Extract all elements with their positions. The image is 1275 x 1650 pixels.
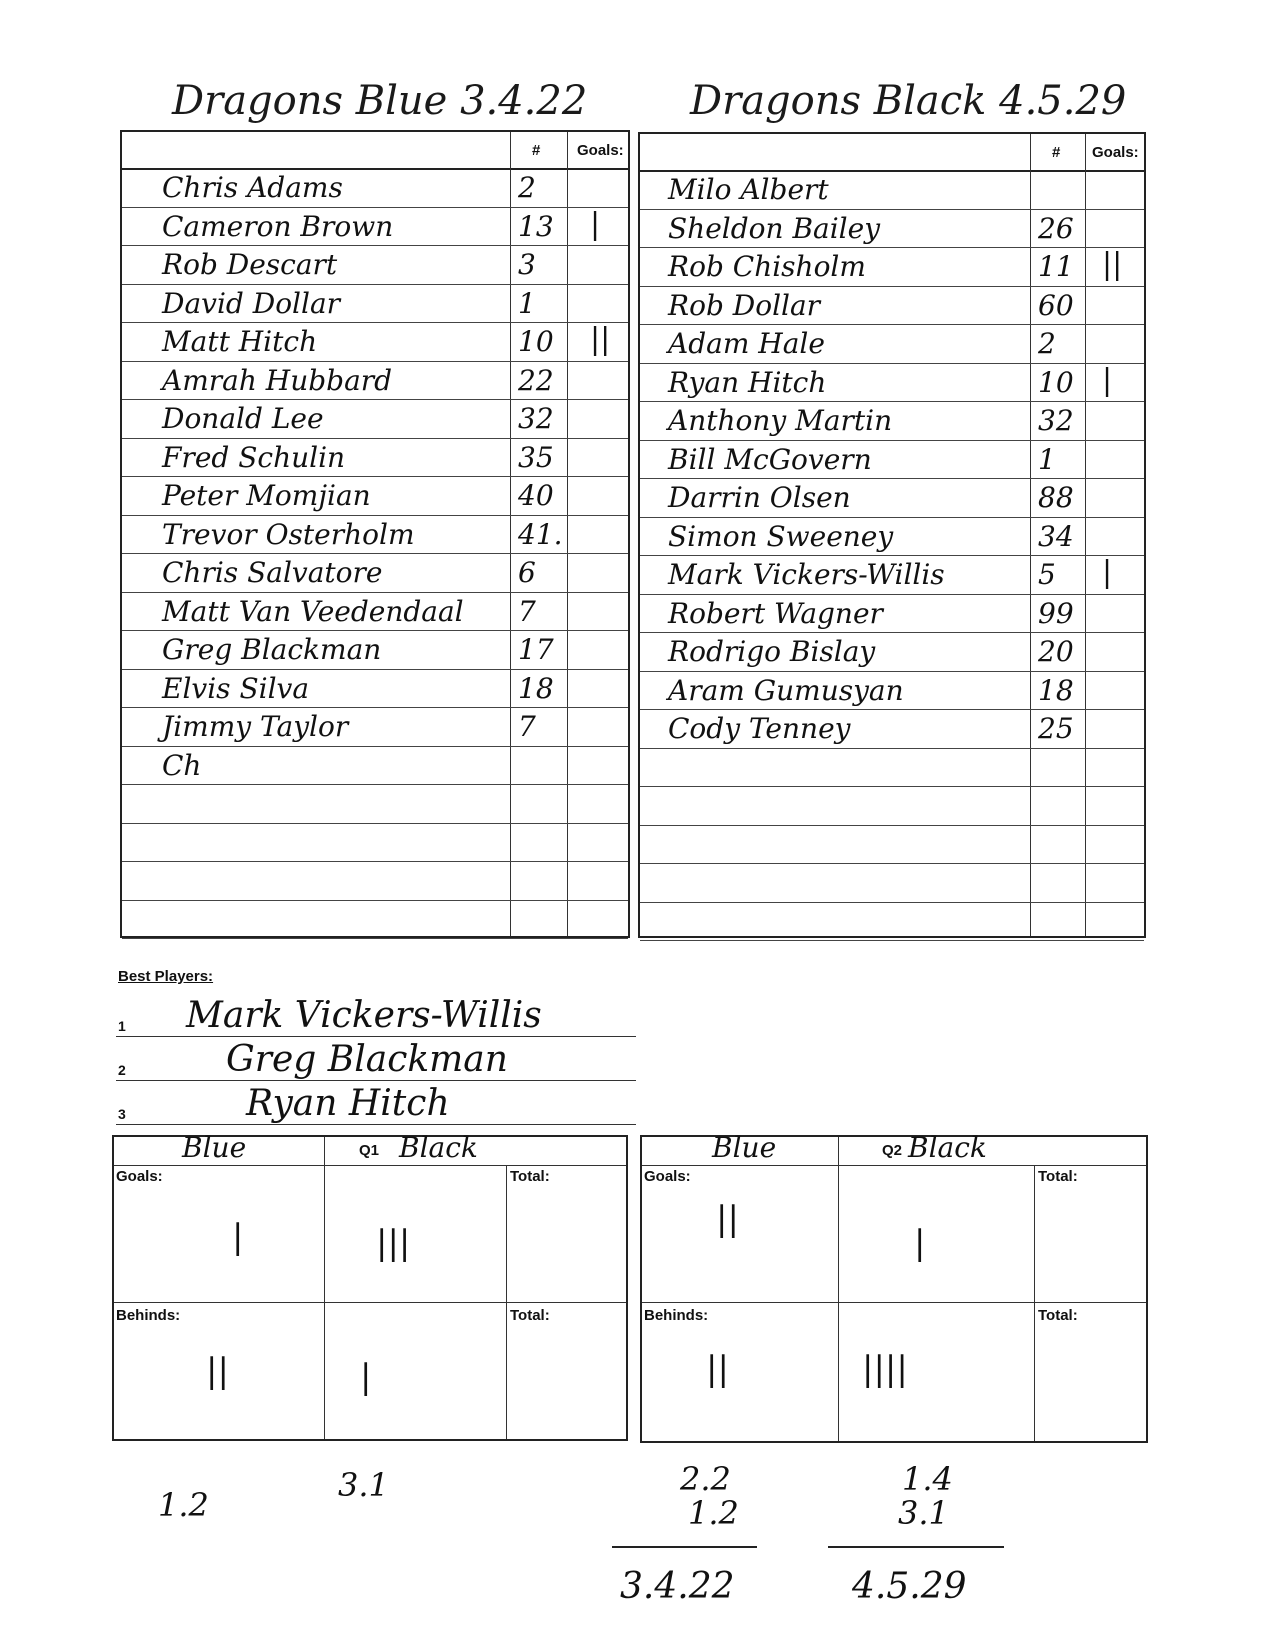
q1-label: Q1 [359, 1142, 380, 1159]
player-row [122, 515, 628, 555]
q2-black-behinds-tally: |||| [862, 1349, 908, 1389]
player-name: Trevor Osterholm [162, 517, 415, 551]
player-name: Milo Albert [668, 173, 829, 206]
player-row [122, 361, 628, 401]
blue-roster-table [120, 130, 630, 938]
player-row [640, 902, 1144, 942]
player-number: 41. [518, 517, 563, 551]
player-number: 22 [518, 363, 554, 397]
player-row [122, 553, 628, 593]
q2-goals-total-label: Total: [1038, 1168, 1078, 1185]
player-row [122, 438, 628, 478]
player-number: 5 [1038, 558, 1056, 591]
player-row [640, 786, 1144, 826]
player-name: Robert Wagner [668, 596, 883, 630]
player-name: Cody Tenney [668, 712, 851, 745]
q2-black-goals-tally: | [914, 1223, 926, 1263]
player-row [640, 286, 1144, 326]
player-name: David Dollar [162, 286, 341, 320]
q2-team-b: Black [908, 1131, 987, 1164]
player-row [122, 707, 628, 747]
player-number: 88 [1038, 481, 1074, 514]
player-name: Rob Dollar [668, 288, 821, 322]
q1-goals-label: Goals: [116, 1168, 163, 1185]
player-name: Mark Vickers-Willis [668, 558, 945, 591]
player-name: Sheldon Bailey [668, 211, 881, 245]
player-goals-tally: || [590, 322, 611, 357]
q1-score-box [112, 1131, 628, 1441]
player-number: 18 [518, 671, 554, 705]
q2-blue-goals-tally: || [716, 1199, 739, 1239]
player-row [122, 592, 628, 632]
q2-row-divider [642, 1302, 1146, 1303]
num-header: # [532, 142, 541, 159]
best-player-rank: 2 [118, 1062, 126, 1078]
q2-black-score: 1.4 [902, 1460, 953, 1498]
q2-black-sum-line [828, 1546, 1004, 1548]
player-row [122, 900, 628, 940]
q2-behinds-label: Behinds: [644, 1307, 709, 1324]
q1-goals-total-label: Total: [510, 1168, 550, 1185]
player-number: 10 [518, 325, 554, 358]
player-row [122, 399, 628, 439]
q2-blue-behinds-tally: || [706, 1349, 729, 1389]
player-number: 60 [1038, 288, 1074, 322]
player-number: 18 [1038, 673, 1074, 707]
player-number: 7 [518, 594, 536, 628]
player-row [640, 170, 1144, 210]
player-name: Jimmy Taylor [162, 710, 349, 743]
player-goals-tally: || [1102, 247, 1123, 282]
player-number: 3 [518, 248, 536, 281]
player-row [122, 861, 628, 901]
player-number: 26 [1038, 211, 1074, 245]
player-row [640, 671, 1144, 711]
q1-blue-goals-tally: | [232, 1217, 244, 1257]
q1-black-behinds-tally: | [360, 1357, 372, 1397]
best-player-name: Ryan Hitch [246, 1083, 450, 1124]
player-row [122, 784, 628, 824]
player-name: Adam Hale [668, 327, 825, 360]
q1-blue-score: 1.2 [158, 1486, 209, 1524]
player-row [640, 209, 1144, 249]
player-name: Rob Descart [162, 248, 338, 281]
player-number: 17 [518, 633, 554, 666]
best-player-name: Greg Blackman [226, 1039, 508, 1080]
player-row [640, 478, 1144, 518]
player-row [640, 555, 1144, 595]
player-row [640, 247, 1144, 287]
best-player-name: Mark Vickers-Willis [186, 995, 542, 1036]
player-row [640, 440, 1144, 480]
q2-goals-label: Goals: [644, 1168, 691, 1185]
roster-header [640, 134, 1144, 172]
best-player-rank: 3 [118, 1106, 126, 1122]
goals-header: Goals: [1092, 144, 1139, 161]
player-row [122, 746, 628, 786]
player-number: 32 [1038, 404, 1074, 437]
q1-team-a: Blue [182, 1131, 247, 1164]
player-name: Matt Hitch [162, 325, 318, 358]
black-roster-table [638, 132, 1146, 938]
player-row [640, 324, 1144, 364]
player-name: Simon Sweeney [668, 519, 894, 553]
player-name: Bill McGovern [668, 442, 872, 476]
player-number: 99 [1038, 596, 1074, 630]
q2-behinds-total-label: Total: [1038, 1307, 1078, 1324]
player-number: 11 [1038, 250, 1074, 283]
player-name: Aram Gumusyan [668, 673, 904, 707]
player-row [122, 245, 628, 285]
black-team-title: Dragons Black 4.5.29 [690, 78, 1127, 124]
player-number: 34 [1038, 519, 1074, 553]
player-name: Rodrigo Bislay [668, 635, 876, 668]
q1-total-divider [506, 1165, 507, 1439]
player-name: Donald Lee [162, 402, 324, 435]
player-row [640, 825, 1144, 865]
player-goals-tally: | [1102, 555, 1113, 590]
player-row [640, 401, 1144, 441]
player-row [122, 669, 628, 709]
player-row [640, 363, 1144, 403]
player-row [640, 709, 1144, 749]
q2-total-divider [1034, 1165, 1035, 1441]
player-number: 10 [1038, 365, 1074, 399]
player-name: Fred Schulin [162, 440, 346, 474]
q2-score-box [640, 1131, 1148, 1443]
q1-behinds-total-label: Total: [510, 1307, 550, 1324]
player-row [122, 630, 628, 670]
player-number: 1 [1038, 442, 1056, 476]
player-goals-tally: | [1102, 362, 1113, 398]
q2-label: Q2 [882, 1142, 903, 1159]
player-number: 35 [518, 440, 554, 474]
player-number: 20 [1038, 635, 1074, 668]
q1-behinds-label: Behinds: [116, 1307, 181, 1324]
roster-header [122, 132, 628, 170]
player-name: Ch [162, 748, 202, 782]
player-name: Elvis Silva [162, 671, 310, 705]
player-name: Rob Chisholm [668, 250, 866, 283]
player-number: 2 [518, 171, 536, 204]
q1-black-score: 3.1 [338, 1466, 389, 1504]
q1-black-goals-tally: ||| [376, 1223, 411, 1263]
player-name: Matt Van Veedendaal [162, 594, 464, 628]
player-goals-tally: | [590, 206, 601, 242]
player-name: Peter Momjian [162, 479, 371, 512]
player-name: Chris Adams [162, 171, 343, 204]
player-row [640, 594, 1144, 634]
q2-blue-total: 3.4.22 [620, 1566, 735, 1607]
player-name: Ryan Hitch [668, 365, 827, 399]
player-name: Anthony Martin [668, 404, 893, 437]
q2-black-prev-score: 3.1 [898, 1494, 949, 1532]
best-player-row [116, 996, 636, 1037]
player-row [122, 168, 628, 208]
player-number: 1 [518, 286, 536, 320]
player-number: 25 [1038, 712, 1074, 745]
best-player-row [116, 1084, 636, 1125]
q1-team-b: Black [399, 1131, 478, 1164]
player-row [122, 284, 628, 324]
q2-black-total: 4.5.29 [852, 1566, 967, 1607]
player-number: 7 [518, 710, 536, 743]
player-row [122, 322, 628, 362]
goals-header: Goals: [577, 142, 624, 159]
player-name: Darrin Olsen [668, 481, 851, 514]
player-name: Cameron Brown [162, 209, 394, 243]
player-row [122, 823, 628, 863]
player-row [640, 517, 1144, 557]
best-players-label: Best Players: [118, 968, 214, 985]
player-row [640, 863, 1144, 903]
player-name: Chris Salvatore [162, 556, 383, 589]
player-row [640, 632, 1144, 672]
blue-team-title: Dragons Blue 3.4.22 [172, 78, 588, 124]
q2-blue-prev-score: 1.2 [688, 1494, 739, 1532]
q2-team-divider [838, 1137, 839, 1441]
best-player-rank: 1 [118, 1018, 126, 1034]
q2-blue-sum-line [612, 1546, 757, 1548]
player-row [640, 748, 1144, 788]
player-number: 6 [518, 556, 536, 589]
player-row [122, 207, 628, 247]
q2-team-a: Blue [712, 1131, 777, 1164]
player-name: Greg Blackman [162, 633, 382, 666]
player-number: 40 [518, 479, 554, 512]
q1-blue-behinds-tally: || [206, 1351, 229, 1391]
best-player-row [116, 1040, 636, 1081]
num-header: # [1052, 144, 1061, 161]
q1-team-divider [324, 1137, 325, 1439]
player-number: 13 [518, 209, 554, 243]
q1-row-divider [114, 1302, 626, 1303]
q2-blue-score: 2.2 [680, 1460, 731, 1498]
player-row [122, 476, 628, 516]
player-name: Amrah Hubbard [162, 363, 393, 397]
player-number: 32 [518, 402, 554, 435]
player-number: 2 [1038, 327, 1056, 360]
